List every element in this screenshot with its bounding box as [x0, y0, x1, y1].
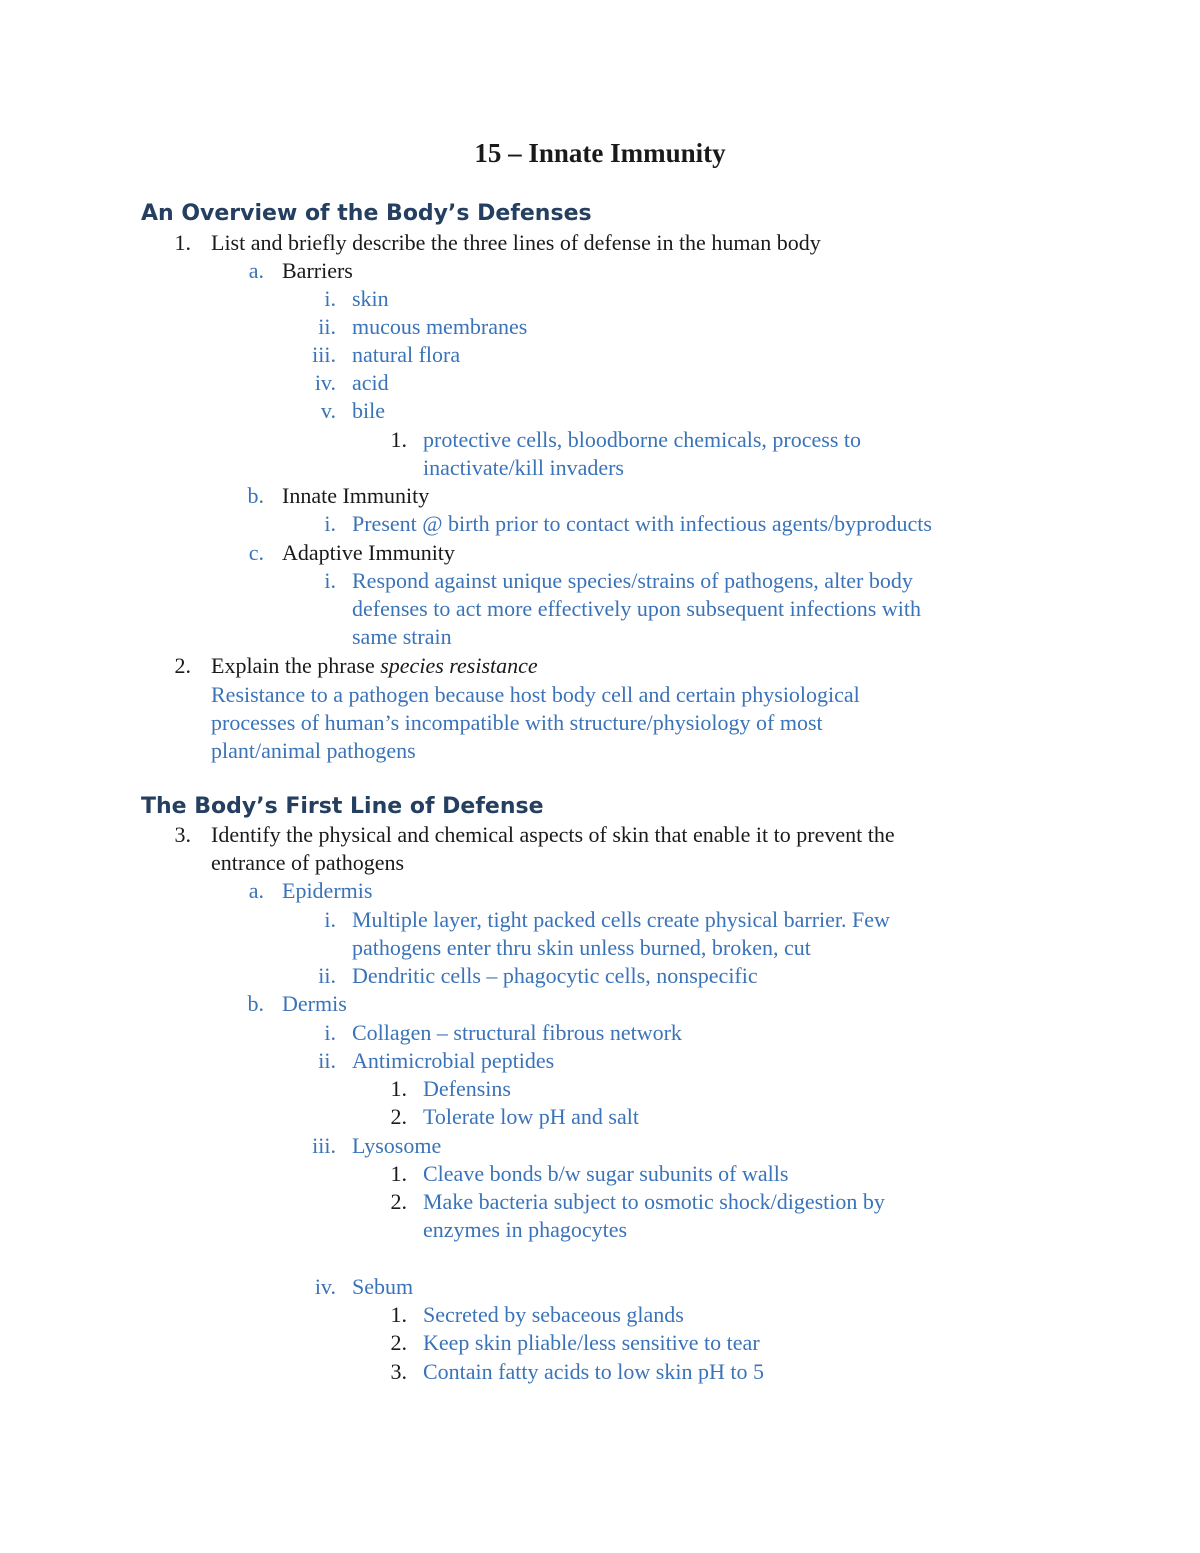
list-item-line: Respond against unique species/strains of pathogens, alter body: [352, 568, 913, 593]
list-item: Collagen – structural fibrous network: [352, 1020, 682, 1045]
list-marker: iv.: [314, 1274, 336, 1299]
list-marker: ii.: [318, 314, 336, 339]
list-marker: i.: [324, 1020, 336, 1045]
question-1: List and briefly describe the three lines of defense in the human body: [211, 230, 821, 255]
list-item: Contain fatty acids to low skin pH to 5: [423, 1359, 764, 1384]
list-marker: v.: [320, 398, 336, 423]
list-item: Tolerate low pH and salt: [423, 1104, 639, 1129]
list-item: Dendritic cells – phagocytic cells, nonspecific: [352, 963, 758, 988]
list-item-line: inactivate/kill invaders: [423, 455, 624, 480]
list-marker: i.: [324, 511, 336, 536]
list-marker: 1.: [174, 230, 191, 255]
list-item: acid: [352, 370, 389, 395]
question-2: [211, 652, 538, 680]
list-marker: i.: [324, 568, 336, 593]
list-marker: iii.: [312, 1133, 336, 1158]
list-item: Keep skin pliable/less sensitive to tear: [423, 1330, 760, 1355]
list-marker: 3.: [390, 1359, 407, 1384]
list-marker: iii.: [312, 342, 336, 367]
list-marker: 1.: [390, 1076, 407, 1101]
sub-item-barriers: Barriers: [282, 258, 353, 283]
list-item: Present @ birth prior to contact with infectious agents/byproducts: [352, 511, 932, 536]
list-marker: ii.: [318, 1048, 336, 1073]
question-2-text: Explain the phrase: [211, 653, 381, 678]
list-item-line: Multiple layer, tight packed cells create physical barrier. Few: [352, 907, 890, 932]
list-marker: 2.: [174, 653, 191, 678]
list-marker: 1.: [390, 1161, 407, 1186]
list-marker: 2.: [390, 1104, 407, 1129]
list-marker: ii.: [318, 963, 336, 988]
list-marker: a.: [248, 258, 264, 283]
list-item: Cleave bonds b/w sugar subunits of walls: [423, 1161, 789, 1186]
list-marker: a.: [248, 878, 264, 903]
list-item-line: enzymes in phagocytes: [423, 1217, 628, 1242]
list-marker: 3.: [174, 822, 191, 847]
list-marker: 1.: [390, 427, 407, 452]
list-item: Secreted by sebaceous glands: [423, 1302, 684, 1327]
list-item: Lysosome: [352, 1133, 442, 1158]
list-marker: b.: [247, 991, 264, 1016]
question-3-line: entrance of pathogens: [211, 850, 405, 875]
list-item-line: Make bacteria subject to osmotic shock/digestion by: [423, 1189, 885, 1214]
list-item: mucous membranes: [352, 314, 528, 339]
page-title: 15 – Innate Immunity: [474, 138, 726, 168]
question-3-line: Identify the physical and chemical aspects of skin that enable it to prevent the: [211, 822, 895, 847]
section-heading-first-line: The Body’s First Line of Defense: [141, 794, 544, 819]
list-item-line: defenses to act more effectively upon subsequent infections with: [352, 596, 921, 621]
list-item: natural flora: [352, 342, 461, 367]
list-item: skin: [352, 286, 389, 311]
answer-line: Resistance to a pathogen because host body cell and certain physiological: [211, 682, 860, 707]
list-marker: b.: [247, 483, 264, 508]
list-item: Defensins: [423, 1076, 511, 1101]
list-marker: 2.: [390, 1189, 407, 1214]
list-item-line: same strain: [352, 624, 452, 649]
list-item-line: pathogens enter thru skin unless burned, broken, cut: [352, 935, 811, 960]
list-item: bile: [352, 398, 385, 423]
list-item-line: protective cells, bloodborne chemicals, process to: [423, 427, 862, 452]
sub-item-epidermis: Epidermis: [282, 878, 373, 903]
answer-line: plant/animal pathogens: [211, 738, 416, 763]
answer-line: processes of human’s incompatible with structure/physiology of most: [211, 710, 823, 735]
list-marker: 2.: [390, 1330, 407, 1355]
list-marker: 1.: [390, 1302, 407, 1327]
question-2-term: species resistance: [380, 653, 538, 678]
sub-item-dermis: Dermis: [282, 991, 347, 1016]
list-marker: iv.: [314, 370, 336, 395]
list-marker: i.: [324, 286, 336, 311]
list-marker: c.: [248, 540, 264, 565]
list-item: Antimicrobial peptides: [352, 1048, 555, 1073]
list-item: Sebum: [352, 1274, 414, 1299]
sub-item-adaptive-immunity: Adaptive Immunity: [282, 540, 455, 565]
list-marker: i.: [324, 907, 336, 932]
sub-item-innate-immunity: Innate Immunity: [282, 483, 430, 508]
section-heading-overview: An Overview of the Body’s Defenses: [141, 201, 592, 226]
